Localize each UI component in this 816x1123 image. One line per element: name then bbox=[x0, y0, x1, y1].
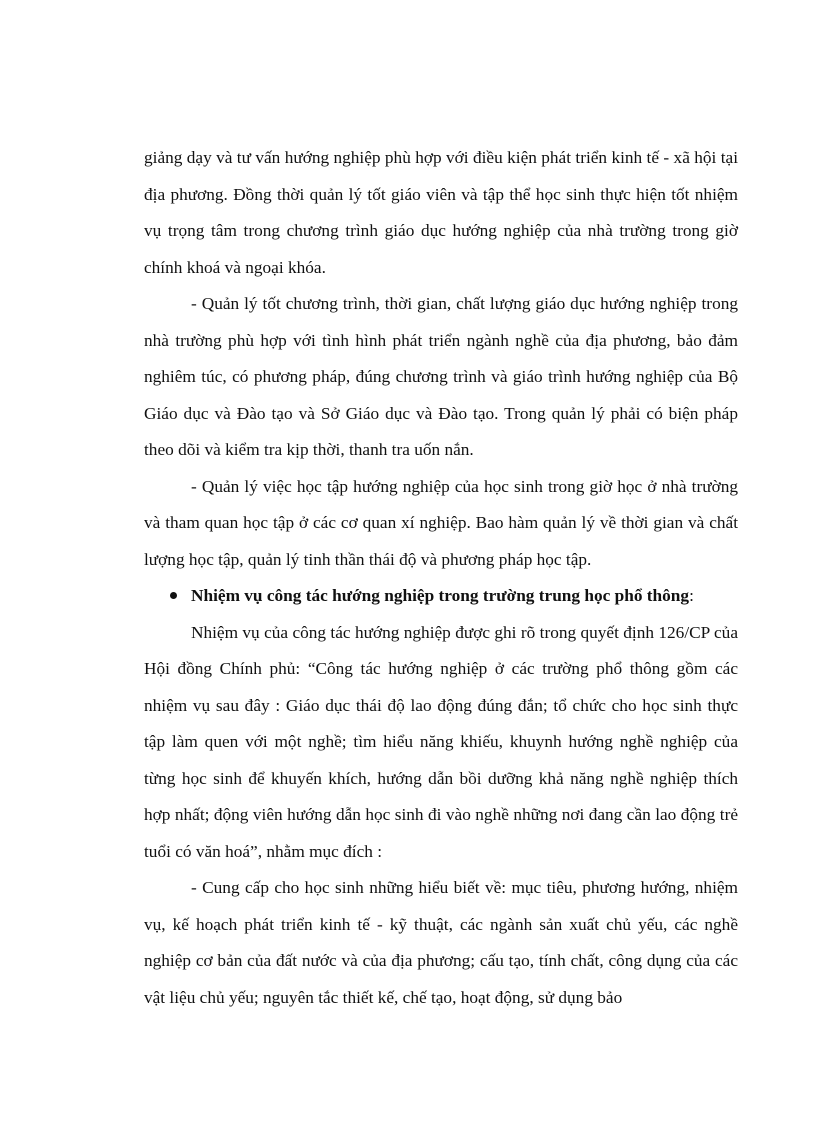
bullet-item bbox=[144, 578, 738, 615]
paragraph-program-management: - Quản lý tốt chương trình, thời gian, chất lượng giáo dục hướng nghiệp trong nhà trường phù hợp với tình hình phát triển ngành nghề của địa phương, bảo đảm nghiêm túc, có phương pháp, đúng chương trình và giáo trình hướng nghiệp của Bộ Giáo dục và Đào tạo và Sở Giáo dục và Đào tạo. Trong quản lý phải có biện pháp theo dõi và kiểm tra kịp thời, thanh tra uốn nắn. bbox=[144, 294, 738, 459]
bullet-heading-suffix: : bbox=[689, 586, 694, 605]
paragraph-continuation: giảng dạy và tư vấn hướng nghiệp phù hợp với điều kiện phát triển kinh tế - xã hội tại địa phương. Đồng thời quản lý tốt giáo viên và tập thể học sinh thực hiện tốt nhiệm vụ trọng tâm trong chương trình giáo dục hướng nghiệp của nhà trường trong giờ chính khoá và ngoại khóa. bbox=[144, 148, 738, 277]
paragraph-decision-quote: Nhiệm vụ của công tác hướng nghiệp được ghi rõ trong quyết định 126/CP của Hội đồng Chính phủ: “Công tác hướng nghiệp ở các trường phổ thông gồm các nhiệm vụ sau đây : Giáo dục thái độ lao động đúng đắn; tổ chức cho học sinh thực tập làm quen với một nghề; tìm hiểu năng khiếu, khuynh hướng nghề nghiệp của từng học sinh để khuyến khích, hướng dẫn bồi dưỡng khả năng nghề nghiệp thích hợp nhất; động viên hướng dẫn học sinh đi vào nghề những nơi đang cần lao động trẻ tuổi có văn hoá”, nhằm mục đích : bbox=[144, 622, 738, 861]
document-body bbox=[144, 140, 738, 1016]
paragraph-provide-knowledge: - Cung cấp cho học sinh những hiểu biết về: mục tiêu, phương hướng, nhiệm vụ, kế hoạch phát triển kinh tế - kỹ thuật, các ngành sản xuất chủ yếu, các nghề nghiệp cơ bản của đất nước và của địa phương; cấu tạo, tính chất, công dụng của các vật liệu chủ yếu; nguyên tắc thiết kế, chế tạo, hoạt động, sử dụng bảo bbox=[144, 878, 738, 1007]
bullet-heading: Nhiệm vụ công tác hướng nghiệp trong trường trung học phổ thông bbox=[191, 586, 690, 605]
paragraph-learning-management: - Quản lý việc học tập hướng nghiệp của học sinh trong giờ học ở nhà trường và tham quan học tập ở các cơ quan xí nghiệp. Bao hàm quản lý về thời gian và chất lượng học tập, quản lý tinh thần thái độ và phương pháp học tập. bbox=[144, 476, 738, 569]
bullet-dot-icon bbox=[170, 592, 177, 599]
